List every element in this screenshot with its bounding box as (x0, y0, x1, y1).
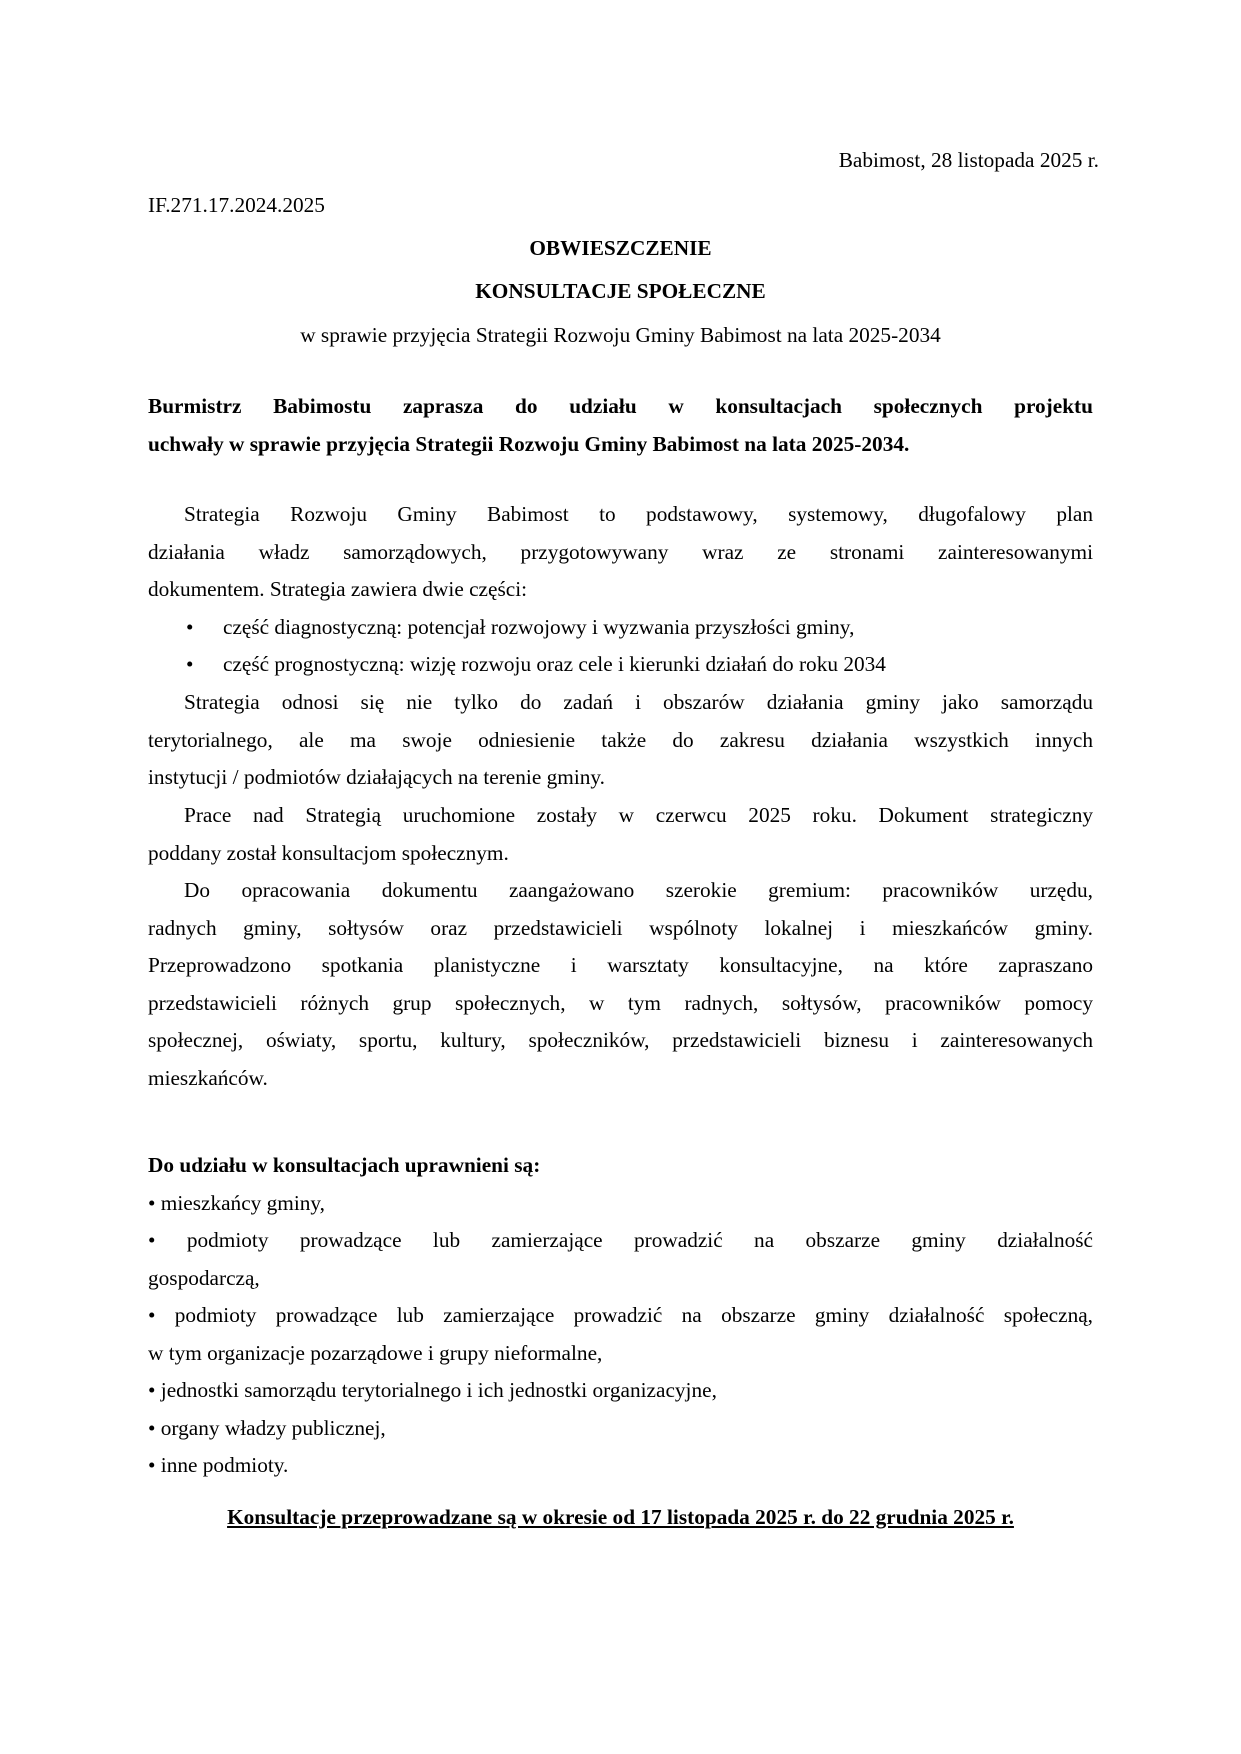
scope-line: Strategia odnosi się nie tylko do zadań i obszarów działania gminy jako samorządu (184, 690, 1093, 714)
lead-paragraph (148, 388, 1093, 463)
list-item (148, 646, 1093, 684)
eligible-item: • mieszkańcy gminy, (148, 1190, 325, 1215)
lead-line: Burmistrz Babimostu zaprasza do udziału w konsultacjach społecznych projektu (148, 394, 1093, 418)
intro-line: dokumentem. Strategia zawiera dwie części: (148, 577, 528, 601)
eligible-item: • inne podmioty. (148, 1453, 289, 1477)
eligible-item: • organy władzy publicznej, (148, 1415, 386, 1440)
place-date: Babimost, 28 listopada 2025 r. (838, 148, 1099, 172)
participants-line: społecznej, oświaty, sportu, kultury, społeczników, przedstawicieli biznesu i zainteresowanych (148, 1028, 1093, 1052)
participants-line: radnych gminy, sołtysów oraz przedstawicieli wspólnoty lokalnej i mieszkańców gminy. (148, 915, 1093, 940)
eligible-item-continued: w tym organizacje pozarządowe i grupy nieformalne, (148, 1340, 603, 1365)
scope-paragraph (148, 684, 1093, 797)
eligible-item: • podmioty prowadzące lub zamierzające prowadzić na obszarze gminy działalność (148, 1228, 1093, 1252)
participants-line: Do opracowania dokumentu zaangażowano szerokie gremium: pracowników urzędu, (184, 878, 1093, 902)
scope-line: terytorialnego, ale ma swoje odniesienie także do zakresu działania wszystkich innych (148, 727, 1093, 752)
document-subject: w sprawie przyjęcia Strategii Rozwoju Gminy Babimost na lata 2025-2034 (300, 323, 941, 347)
list-item-text: część diagnostyczną: potencjał rozwojowy i wyzwania przyszłości gminy, (223, 614, 855, 639)
intro-line: Strategia Rozwoju Gminy Babimost to podstawowy, systemowy, długofalowy plan (184, 502, 1093, 526)
work-line: poddany został konsultacjom społecznym. (148, 840, 509, 865)
lead-line: uchwały w sprawie przyjęcia Strategii Rozwoju Gminy Babimost na lata 2025-2034. (148, 431, 910, 456)
work-paragraph (148, 797, 1093, 872)
participants-line: Przeprowadzono spotkania planistyczne i warsztaty konsultacyjne, na które zapraszano (148, 953, 1093, 977)
bullet-icon: • (186, 652, 194, 676)
eligible-item: • jednostki samorządu terytorialnego i ich jednostki organizacyjne, (148, 1378, 717, 1402)
document-subtitle-heading: KONSULTACJE SPOŁECZNE (475, 279, 766, 303)
intro-line: działania władz samorządowych, przygotowywany wraz ze stronami zainteresowanymi (148, 539, 1093, 564)
eligible-item-continued: gospodarczą, (148, 1265, 260, 1290)
eligible-heading: Do udziału w konsultacjach uprawnieni są: (148, 1153, 541, 1177)
work-line: Prace nad Strategią uruchomione zostały w czerwcu 2025 roku. Dokument strategiczny (184, 803, 1093, 827)
participants-paragraph (148, 872, 1093, 1097)
bullet-icon: • (186, 614, 194, 639)
document-title: OBWIESZCZENIE (529, 236, 712, 260)
list-item-text: część prognostyczną: wizję rozwoju oraz cele i kierunki działań do roku 2034 (223, 652, 886, 676)
participants-line: mieszkańców. (148, 1065, 268, 1090)
consultation-period: Konsultacje przeprowadzane są w okresie od 17 listopada 2025 r. do 22 grudnia 2025 r. (227, 1505, 1014, 1529)
reference-number: IF.271.17.2024.2025 (148, 193, 325, 217)
eligible-item: • podmioty prowadzące lub zamierzające prowadzić na obszarze gminy działalność społeczną, (148, 1303, 1093, 1327)
list-item (148, 609, 1093, 647)
participants-line: przedstawicieli różnych grup społecznych, w tym radnych, sołtysów, pracowników pomocy (148, 990, 1093, 1015)
eligible-section (148, 1147, 1093, 1485)
intro-paragraph (148, 496, 1093, 684)
scope-line: instytucji / podmiotów działających na terenie gminy. (148, 765, 605, 789)
